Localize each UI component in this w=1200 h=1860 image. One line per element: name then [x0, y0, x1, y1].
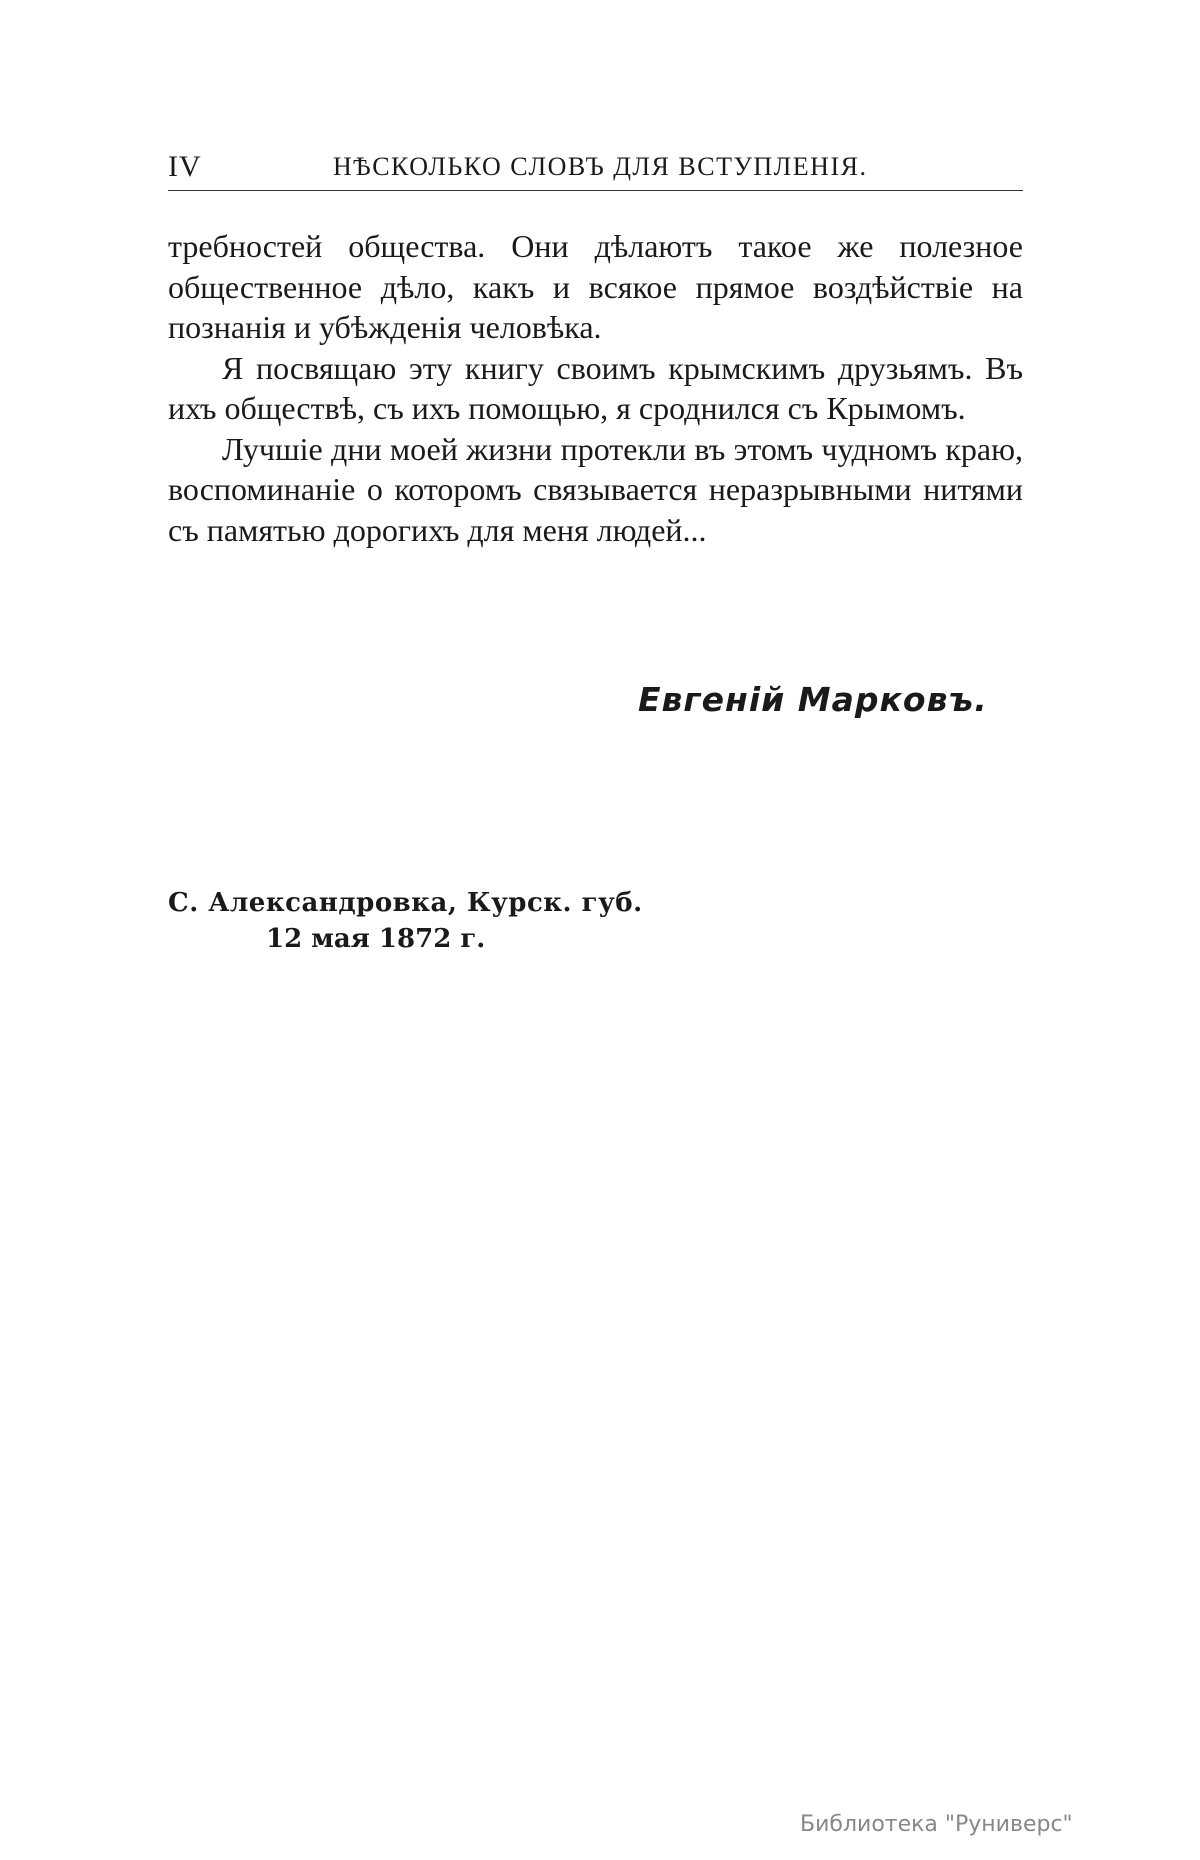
- author-signature: Евгеній Марковъ.: [638, 680, 988, 719]
- page-number: IV: [168, 150, 202, 183]
- body-text: [168, 226, 1023, 550]
- header-rule: [168, 190, 1023, 191]
- date-line: 12 мая 1872 г.: [266, 924, 486, 954]
- paragraph: Я посвящаю эту книгу своимъ крымскимъ друзьямъ. Въ ихъ обществѣ, съ ихъ помощью, я сроднился съ Крымомъ.: [168, 349, 1023, 426]
- page-header: [168, 150, 1023, 190]
- paragraph: требностей общества. Они дѣлаютъ такое же полезное общественное дѣло, какъ и всякое прямое воздѣйствіе на познанія и убѣжденія человѣка.: [168, 228, 1023, 345]
- paragraph: Лучшіе дни моей жизни протекли въ этомъ чудномъ краю, воспоминаніе о которомъ связывается неразрывными нитями съ памятью дорогихъ для меня людей...: [168, 430, 1023, 548]
- place-line: С. Александровка, Курск. губ.: [168, 888, 643, 918]
- library-watermark: Библиотека "Руниверс": [800, 1812, 1073, 1837]
- running-head: НѢСКОЛЬКО СЛОВЪ ДЛЯ ВСТУПЛЕНІЯ.: [333, 152, 868, 181]
